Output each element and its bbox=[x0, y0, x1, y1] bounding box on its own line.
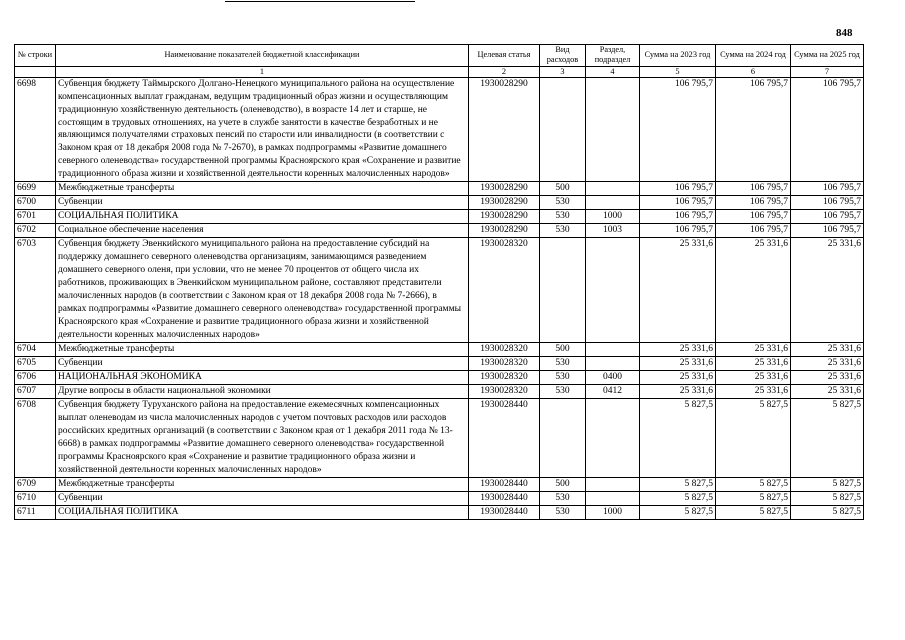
row-target: 1930028290 bbox=[469, 77, 540, 181]
row-number: 6703 bbox=[15, 238, 56, 342]
row-section: 1000 bbox=[586, 210, 640, 224]
row-name: Другие вопросы в области национальной экономики bbox=[56, 384, 469, 398]
row-target: 1930028440 bbox=[469, 399, 540, 477]
header-sum2025: Сумма на 2025 год bbox=[791, 45, 864, 67]
row-sum2023: 5 827,5 bbox=[640, 399, 716, 477]
table-row bbox=[15, 342, 864, 356]
row-section bbox=[586, 196, 640, 210]
row-number: 6707 bbox=[15, 384, 56, 398]
row-sum2024: 5 827,5 bbox=[716, 399, 791, 477]
table-row bbox=[15, 370, 864, 384]
row-number: 6704 bbox=[15, 342, 56, 356]
col-number: 2 bbox=[469, 66, 540, 77]
row-sum2024: 106 795,7 bbox=[716, 182, 791, 196]
row-target: 1930028290 bbox=[469, 210, 540, 224]
row-sum2023: 5 827,5 bbox=[640, 505, 716, 519]
row-sum2023: 25 331,6 bbox=[640, 356, 716, 370]
table-row bbox=[15, 210, 864, 224]
row-number: 6711 bbox=[15, 505, 56, 519]
row-name: Субвенция бюджету Эвенкийского муниципального района на предоставление субсидий на поддержку домашнего северного оленеводства организациям, занимающимся разведением домашнего северного оленя, при условии, что не менее 70 процентов от общего числа их работников, проживающих в Эвенкийском муниципальном районе, составляют представители малочисленных народов (в соответствии с Законом края от 18 декабря 2008 года № 7-2666), в рамках подпрограммы «Развитие домашнего северного оленеводства» государственной программы Красноярского края «Сохранение и развитие традиционного образа жизни и хозяйственной деятельности коренных малочисленных народов» bbox=[56, 238, 469, 342]
row-name: НАЦИОНАЛЬНАЯ ЭКОНОМИКА bbox=[56, 370, 469, 384]
row-name: СОЦИАЛЬНАЯ ПОЛИТИКА bbox=[56, 505, 469, 519]
col-number: 4 bbox=[586, 66, 640, 77]
table-row bbox=[15, 356, 864, 370]
row-type: 530 bbox=[540, 210, 586, 224]
row-target: 1930028440 bbox=[469, 477, 540, 491]
table-row bbox=[15, 182, 864, 196]
row-sum2024: 25 331,6 bbox=[716, 342, 791, 356]
table-row bbox=[15, 399, 864, 477]
row-sum2025: 106 795,7 bbox=[791, 77, 864, 181]
row-sum2023: 25 331,6 bbox=[640, 370, 716, 384]
row-target: 1930028290 bbox=[469, 182, 540, 196]
row-section bbox=[586, 477, 640, 491]
row-sum2025: 5 827,5 bbox=[791, 399, 864, 477]
row-name: СОЦИАЛЬНАЯ ПОЛИТИКА bbox=[56, 210, 469, 224]
row-sum2023: 106 795,7 bbox=[640, 224, 716, 238]
row-type bbox=[540, 238, 586, 342]
row-type: 500 bbox=[540, 182, 586, 196]
row-sum2025: 25 331,6 bbox=[791, 384, 864, 398]
row-sum2025: 25 331,6 bbox=[791, 356, 864, 370]
row-type: 500 bbox=[540, 342, 586, 356]
row-type: 530 bbox=[540, 370, 586, 384]
row-number: 6700 bbox=[15, 196, 56, 210]
header-target: Целевая статья bbox=[469, 45, 540, 67]
column-number-row bbox=[15, 66, 864, 77]
row-number: 6709 bbox=[15, 477, 56, 491]
table-row bbox=[15, 77, 864, 181]
header-type: Вид расходов bbox=[540, 45, 586, 67]
row-sum2024: 106 795,7 bbox=[716, 224, 791, 238]
table-row bbox=[15, 477, 864, 491]
row-section: 1000 bbox=[586, 505, 640, 519]
row-number: 6698 bbox=[15, 77, 56, 181]
row-sum2024: 5 827,5 bbox=[716, 505, 791, 519]
col-number: 3 bbox=[540, 66, 586, 77]
row-section bbox=[586, 491, 640, 505]
row-type: 530 bbox=[540, 224, 586, 238]
header-sum2024: Сумма на 2024 год bbox=[716, 45, 791, 67]
row-type: 530 bbox=[540, 384, 586, 398]
row-sum2023: 25 331,6 bbox=[640, 238, 716, 342]
row-sum2025: 106 795,7 bbox=[791, 196, 864, 210]
row-type bbox=[540, 77, 586, 181]
row-sum2023: 5 827,5 bbox=[640, 477, 716, 491]
row-sum2025: 5 827,5 bbox=[791, 505, 864, 519]
row-section bbox=[586, 77, 640, 181]
header-sum2023: Сумма на 2023 год bbox=[640, 45, 716, 67]
header-name: Наименование показателей бюджетной классификации bbox=[56, 45, 469, 67]
row-number: 6706 bbox=[15, 370, 56, 384]
row-target: 1930028320 bbox=[469, 356, 540, 370]
row-section bbox=[586, 356, 640, 370]
row-sum2025: 25 331,6 bbox=[791, 238, 864, 342]
row-sum2024: 106 795,7 bbox=[716, 196, 791, 210]
row-section bbox=[586, 238, 640, 342]
row-target: 1930028320 bbox=[469, 384, 540, 398]
row-sum2023: 25 331,6 bbox=[640, 342, 716, 356]
row-target: 1930028290 bbox=[469, 196, 540, 210]
row-target: 1930028440 bbox=[469, 505, 540, 519]
table-row bbox=[15, 384, 864, 398]
row-sum2025: 25 331,6 bbox=[791, 342, 864, 356]
row-sum2024: 25 331,6 bbox=[716, 356, 791, 370]
row-sum2024: 106 795,7 bbox=[716, 77, 791, 181]
row-type: 500 bbox=[540, 477, 586, 491]
row-name: Субвенции bbox=[56, 356, 469, 370]
row-number: 6708 bbox=[15, 399, 56, 477]
row-number: 6702 bbox=[15, 224, 56, 238]
row-section bbox=[586, 182, 640, 196]
row-type: 530 bbox=[540, 196, 586, 210]
row-name: Межбюджетные трансферты bbox=[56, 182, 469, 196]
row-sum2024: 106 795,7 bbox=[716, 210, 791, 224]
row-sum2025: 106 795,7 bbox=[791, 224, 864, 238]
table-row bbox=[15, 238, 864, 342]
row-section: 0400 bbox=[586, 370, 640, 384]
row-sum2025: 106 795,7 bbox=[791, 210, 864, 224]
row-type: 530 bbox=[540, 505, 586, 519]
table-row bbox=[15, 491, 864, 505]
row-sum2023: 106 795,7 bbox=[640, 77, 716, 181]
table-row bbox=[15, 196, 864, 210]
row-name: Субвенции bbox=[56, 196, 469, 210]
row-name: Субвенция бюджету Таймырского Долгано-Ненецкого муниципального района на осуществление компенсационных выплат гражданам, ведущим традиционный образ жизни и осуществляющим традиционную хозяйственную деятельность (оленеводство), в возрасте 14 лет и старше, не состоящим в трудовых отношениях, на учете в службе занятости в качестве безработных и не являющимся получателями страховых пенсий по старости или инвалидности (в соответствии с Законом края от 18 декабря 2008 года № 7-2670), в рамках подпрограммы «Развитие домашнего северного оленеводства» государственной программы Красноярского края «Сохранение и развитие традиционного образа жизни и хозяйственной деятельности коренных малочисленных народов» bbox=[56, 77, 469, 181]
row-name: Межбюджетные трансферты bbox=[56, 477, 469, 491]
row-target: 1930028320 bbox=[469, 342, 540, 356]
row-number: 6710 bbox=[15, 491, 56, 505]
header-row bbox=[15, 45, 864, 67]
table-row bbox=[15, 505, 864, 519]
row-sum2024: 25 331,6 bbox=[716, 238, 791, 342]
row-target: 1930028320 bbox=[469, 238, 540, 342]
row-sum2025: 106 795,7 bbox=[791, 182, 864, 196]
row-number: 6701 bbox=[15, 210, 56, 224]
row-number: 6705 bbox=[15, 356, 56, 370]
row-sum2023: 106 795,7 bbox=[640, 196, 716, 210]
row-name: Социальное обеспечение населения bbox=[56, 224, 469, 238]
col-number: 7 bbox=[791, 66, 864, 77]
row-sum2024: 25 331,6 bbox=[716, 370, 791, 384]
row-target: 1930028290 bbox=[469, 224, 540, 238]
row-name: Межбюджетные трансферты bbox=[56, 342, 469, 356]
row-name: Субвенция бюджету Туруханского района на предоставление ежемесячных компенсационных выплат оленеводам из числа малочисленных народов с учетом почтовых расходов или расходов российских кредитных организаций (в соответствии с Законом края от 1 декабря 2011 года № 13-6668) в рамках подпрограммы «Развитие домашнего северного оленеводства» государственной программы Красноярского края «Сохранение и развитие традиционного образа жизни и хозяйственной деятельности коренных малочисленных народов» bbox=[56, 399, 469, 477]
budget-table bbox=[14, 44, 864, 520]
row-number: 6699 bbox=[15, 182, 56, 196]
row-sum2025: 5 827,5 bbox=[791, 491, 864, 505]
row-sum2025: 5 827,5 bbox=[791, 477, 864, 491]
page-number: 848 bbox=[836, 27, 853, 39]
row-name: Субвенции bbox=[56, 491, 469, 505]
table-row bbox=[15, 224, 864, 238]
row-section bbox=[586, 399, 640, 477]
row-section: 0412 bbox=[586, 384, 640, 398]
row-type: 530 bbox=[540, 491, 586, 505]
col-number: 6 bbox=[716, 66, 791, 77]
row-type: 530 bbox=[540, 356, 586, 370]
row-sum2024: 5 827,5 bbox=[716, 491, 791, 505]
row-type bbox=[540, 399, 586, 477]
row-target: 1930028320 bbox=[469, 370, 540, 384]
top-rule bbox=[225, 1, 415, 2]
row-sum2023: 106 795,7 bbox=[640, 182, 716, 196]
header-section: Раздел, подраздел bbox=[586, 45, 640, 67]
row-sum2024: 25 331,6 bbox=[716, 384, 791, 398]
row-sum2023: 5 827,5 bbox=[640, 491, 716, 505]
header-row-no: № строки bbox=[15, 45, 56, 67]
row-sum2023: 106 795,7 bbox=[640, 210, 716, 224]
row-target: 1930028440 bbox=[469, 491, 540, 505]
row-section: 1003 bbox=[586, 224, 640, 238]
col-number: 5 bbox=[640, 66, 716, 77]
col-number: 1 bbox=[56, 66, 469, 77]
row-section bbox=[586, 342, 640, 356]
row-sum2025: 25 331,6 bbox=[791, 370, 864, 384]
row-sum2024: 5 827,5 bbox=[716, 477, 791, 491]
row-sum2023: 25 331,6 bbox=[640, 384, 716, 398]
